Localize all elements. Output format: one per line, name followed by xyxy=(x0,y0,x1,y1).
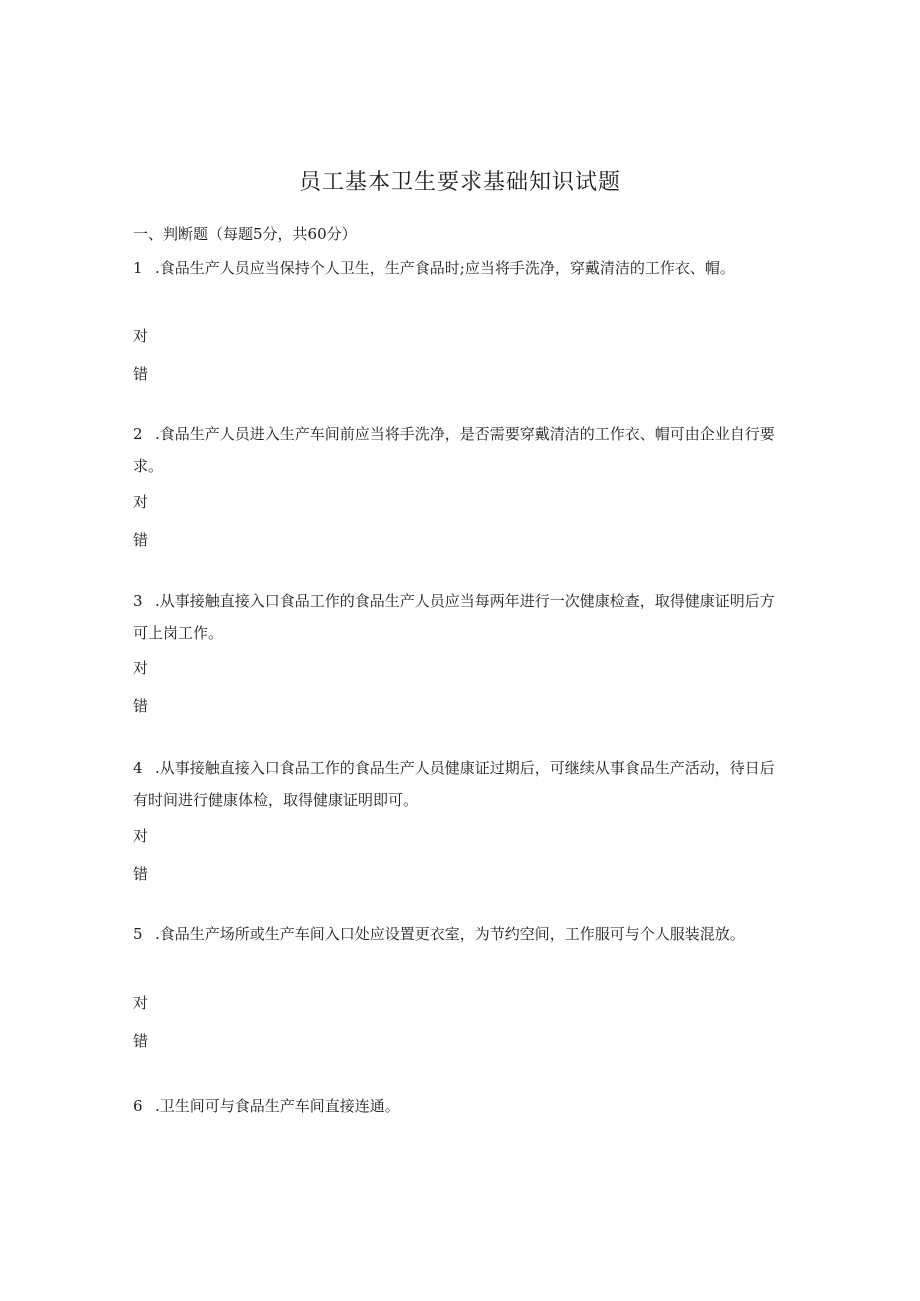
question-3 xyxy=(133,585,783,649)
question-5-option-true: 对 xyxy=(133,994,149,1012)
question-2 xyxy=(133,418,783,482)
document-title: 员工基本卫生要求基础知识试题 xyxy=(298,170,621,195)
question-number: 6 xyxy=(133,1097,143,1115)
question-text: .食品生产人员进入生产车间前应当将手洗净，是否需要穿戴清洁的工作衣、帽可由企业自行要求。 xyxy=(133,425,775,475)
question-text: .从事接触直接入口食品工作的食品生产人员健康证过期后，可继续从事食品生产活动，待日后有时间进行健康体检，取得健康证明即可。 xyxy=(133,759,775,809)
question-number: 1 xyxy=(133,259,143,277)
question-text: .食品生产场所或生产车间入口处应设置更衣室，为节约空间，工作服可与个人服装混放。 xyxy=(155,925,745,943)
question-2-option-true: 对 xyxy=(133,493,149,511)
question-6 xyxy=(133,1090,783,1122)
question-1-option-true: 对 xyxy=(133,327,149,345)
section-heading: 一、判断题（每题5分，共60分） xyxy=(133,225,357,243)
question-5 xyxy=(133,918,783,950)
question-4-option-false: 错 xyxy=(133,865,149,883)
question-text: .卫生间可与食品生产车间直接连通。 xyxy=(155,1097,400,1115)
question-4 xyxy=(133,752,783,816)
question-text: .从事接触直接入口食品工作的食品生产人员应当每两年进行一次健康检查，取得健康证明后方可上岗工作。 xyxy=(133,592,775,642)
question-number: 2 xyxy=(133,425,143,443)
question-number: 4 xyxy=(133,759,143,777)
question-1-option-false: 错 xyxy=(133,365,149,383)
question-3-option-false: 错 xyxy=(133,697,149,715)
question-3-option-true: 对 xyxy=(133,659,149,677)
question-text: .食品生产人员应当保持个人卫生，生产食品时;应当将手洗净，穿戴清洁的工作衣、帽。 xyxy=(155,259,735,277)
question-1 xyxy=(133,252,783,284)
question-number: 3 xyxy=(133,592,143,610)
question-2-option-false: 错 xyxy=(133,531,149,549)
question-number: 5 xyxy=(133,925,143,943)
question-5-option-false: 错 xyxy=(133,1032,149,1050)
question-4-option-true: 对 xyxy=(133,827,149,845)
